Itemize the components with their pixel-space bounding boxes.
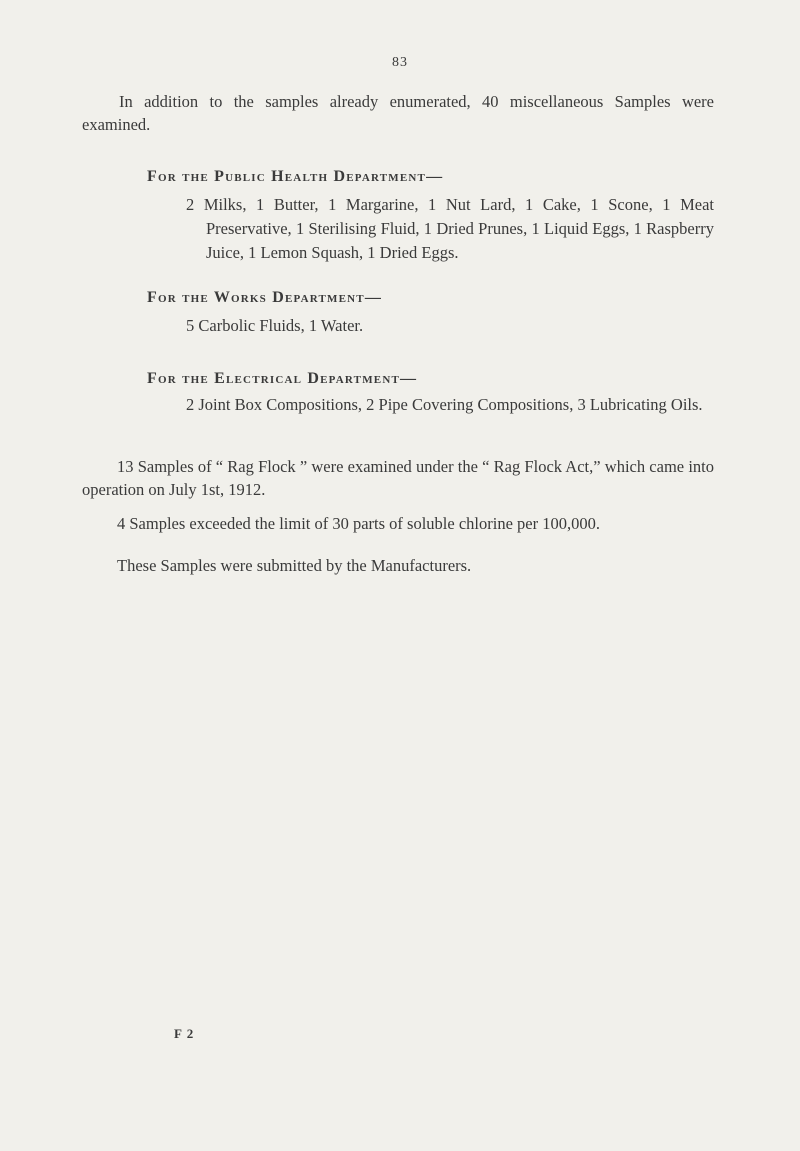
submitted-paragraph: These Samples were submitted by the Manufacturers. [117,556,472,575]
section-heading-electrical: For the Electrical Department— [147,370,418,387]
section-heading-works: For the Works Department— [147,289,383,306]
signature-mark: F 2 [174,1026,195,1041]
section-heading-public-health: For the Public Health Department— [147,168,444,185]
section-items-public-health: 2 Milks, 1 Butter, 1 Margarine, 1 Nut Lard, 1 Cake, 1 Scone, 1 Meat Preservative, 1 Sterilising Fluid, 1 Dried Prunes, 1 Liquid Eggs, 1 Raspberry Juice, 1 Lemon Squash, 1 Dried Eggs. [186,195,714,262]
section-items-electrical: 2 Joint Box Compositions, 2 Pipe Covering Compositions, 3 Lubricating Oils. [186,395,703,414]
exceeded-paragraph: 4 Samples exceeded the limit of 30 parts of soluble chlorine per 100,000. [117,514,600,533]
page-number: 83 [392,55,408,70]
section-items-works: 5 Carbolic Fluids, 1 Water. [186,316,364,335]
intro-paragraph: In addition to the samples already enumerated, 40 miscellaneous Samples were examined. [82,92,714,134]
rag-flock-paragraph: 13 Samples of “ Rag Flock ” were examined under the “ Rag Flock Act,” which came into operation on July 1st, 1912. [82,457,714,499]
